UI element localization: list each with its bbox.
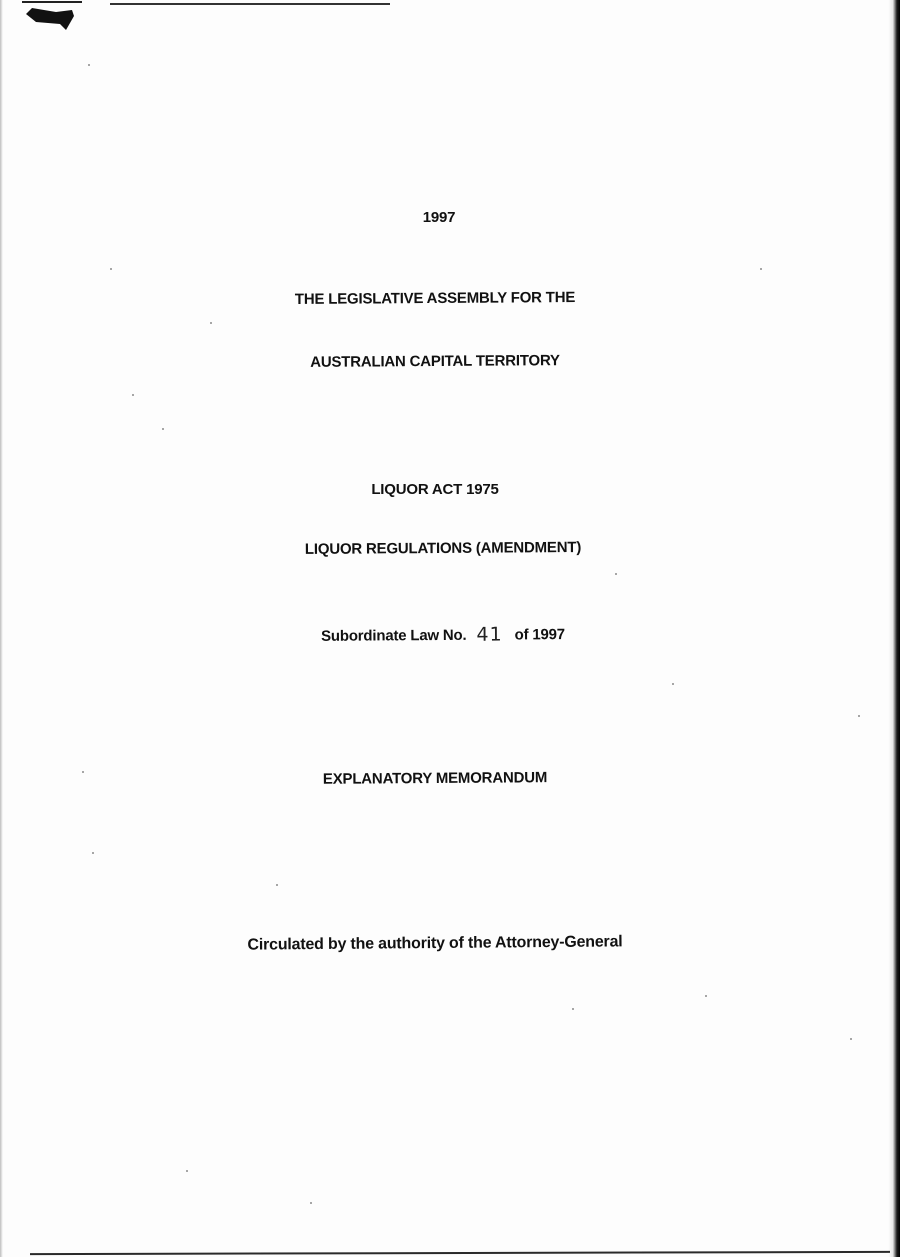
assembly-heading-line2: AUSTRALIAN CAPITAL TERRITORY xyxy=(310,352,560,371)
circulated-by-line: Circulated by the authority of the Attorney-General xyxy=(247,933,623,954)
scan-speck xyxy=(705,995,707,997)
scan-speck xyxy=(572,1008,574,1010)
scan-speck xyxy=(276,884,278,886)
scan-speck xyxy=(88,64,90,66)
scan-edge-right xyxy=(888,0,900,1257)
corner-fold-mark xyxy=(22,0,82,34)
document-year: 1997 xyxy=(422,209,456,226)
scan-speck xyxy=(760,268,762,270)
subordinate-law-suffix: of 1997 xyxy=(514,626,565,644)
subordinate-law-line xyxy=(0,621,878,649)
scan-speck xyxy=(210,322,212,324)
scan-edge-bottom xyxy=(30,1251,890,1255)
scan-speck xyxy=(615,573,617,575)
scan-speck xyxy=(186,1170,188,1172)
regulations-title: LIQUOR REGULATIONS (AMENDMENT) xyxy=(304,539,582,558)
assembly-heading-line1: THE LEGISLATIVE ASSEMBLY FOR THE xyxy=(294,289,576,308)
scan-speck xyxy=(132,394,134,396)
memorandum-title: EXPLANATORY MEMORANDUM xyxy=(322,769,548,788)
scan-speck xyxy=(92,852,94,854)
scan-speck xyxy=(310,1202,312,1204)
scan-speck xyxy=(672,683,674,685)
scan-speck xyxy=(850,1038,852,1040)
handwritten-law-number: 41 xyxy=(476,623,503,646)
scan-speck xyxy=(110,268,112,270)
scan-speck xyxy=(858,715,860,717)
scan-edge-top xyxy=(110,3,390,5)
scan-speck xyxy=(162,428,164,430)
act-title: LIQUOR ACT 1975 xyxy=(371,481,499,498)
subordinate-law-prefix: Subordinate Law No. xyxy=(321,626,467,645)
